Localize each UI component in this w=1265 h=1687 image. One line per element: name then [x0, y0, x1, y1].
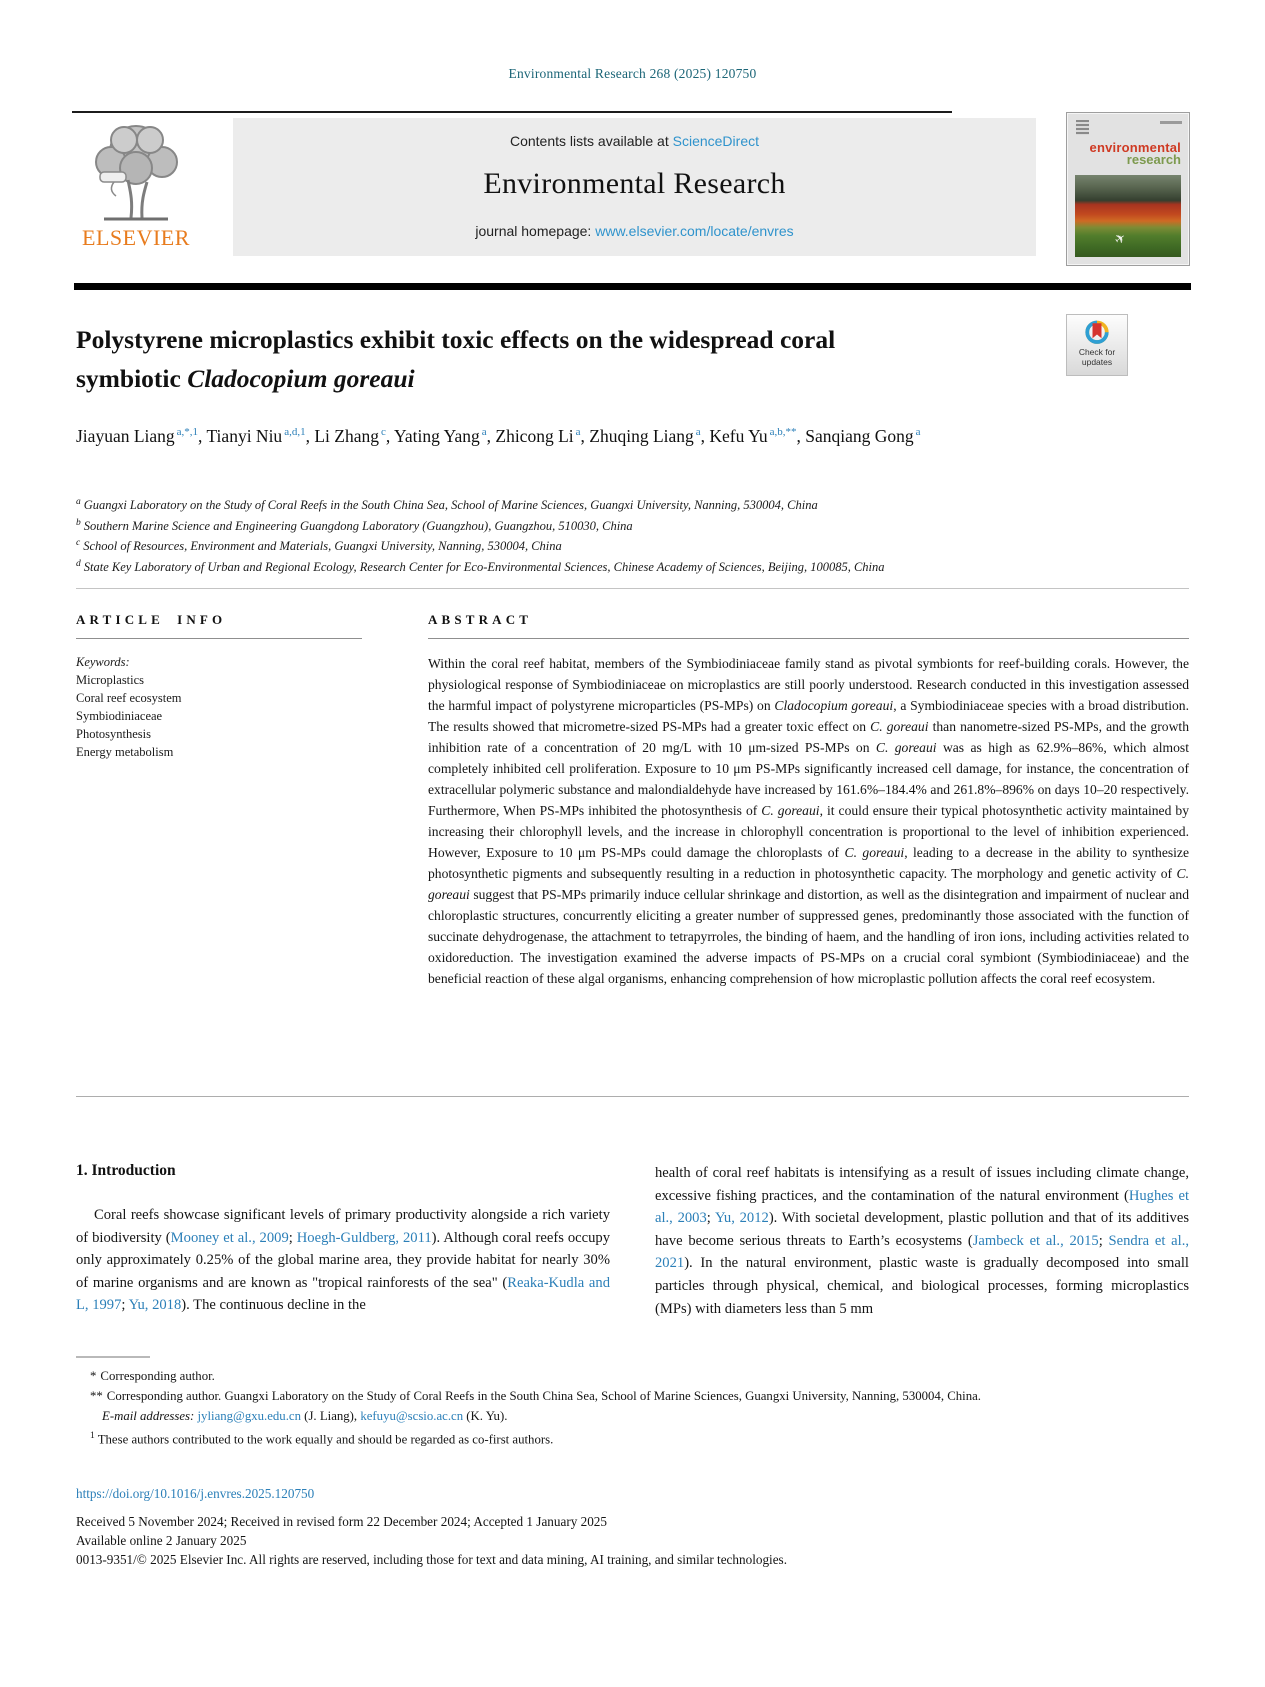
- article-title: [76, 320, 946, 398]
- text-span: (K. Yu).: [463, 1409, 508, 1423]
- doi-link[interactable]: https://doi.org/10.1016/j.envres.2025.120750: [76, 1486, 315, 1501]
- intro-paragraph-left: [76, 1204, 610, 1317]
- cover-photo: [1075, 175, 1181, 257]
- text-span: Within the coral reef habitat, members of the Symbiodiniaceae family stand as pivotal symbionts for reef-building corals. However, the physiological response of Symbiodiniaceae on microplastics are still poorly understood. Research conducted in this investigation assessed the harmful impact of polystyrene microparticles (PS-MPs) on: [428, 656, 1189, 713]
- abstract-text: [428, 653, 1189, 989]
- elsevier-tree-icon: [84, 118, 188, 230]
- text-span: ;: [288, 1229, 297, 1246]
- affiliation-item: $^b$ Southern Marine Science and Engineering Guangdong Laboratory (Guangzhou), Guangzhou, 510030, China: [76, 517, 633, 533]
- cover-brand: [1067, 141, 1189, 166]
- cover-volume-mark: [1160, 121, 1182, 124]
- elsevier-logo[interactable]: [72, 118, 200, 258]
- author-name: Zhuqing Liang: [589, 425, 694, 446]
- homepage-link[interactable]: www.elsevier.com/locate/envres: [595, 223, 794, 239]
- author-name: Tianyi Niu: [206, 425, 283, 446]
- footer-block: [76, 1484, 1189, 1569]
- article-info-panel: [76, 612, 368, 761]
- copyright-line: 0013-9351/© 2025 Elsevier Inc. All rights are reserved, including those for text and data mining, AI training, and similar technologies.: [76, 1552, 787, 1567]
- text-span: was as high as 62.9%–86%, which almost completely inhibited cell proliferation. Exposure to 10 μm PS-MPs significantly increased cell damage, for instance, the concentration of extracellular polymeric substance and malondialdehyde have increased by 161.6%–184.4% and 261.8%–896% on days 10–20 respectively. Furthermore, When PS-MPs inhibited the photosynthesis of: [428, 740, 1189, 818]
- text-span: (J. Liang),: [300, 1409, 361, 1423]
- available-online: Available online 2 January 2025: [76, 1533, 247, 1548]
- homepage-line: [233, 223, 1036, 239]
- author-affiliation-marker[interactable]: a,b,**: [769, 426, 797, 438]
- homepage-prefix: journal homepage:: [475, 223, 596, 239]
- journal-cover-thumbnail[interactable]: [1066, 112, 1190, 266]
- sciencedirect-link[interactable]: ScienceDirect: [672, 133, 759, 149]
- header-divider-bar: [74, 283, 1191, 290]
- cover-mini-logo-icon: [1076, 120, 1089, 135]
- affiliation-list: [76, 494, 1096, 577]
- text-span: Polystyrene microplastics exhibit toxic effects on the widespread coral symbiotic: [76, 325, 836, 393]
- affiliation-item: $^a$ Guangxi Laboratory on the Study of Coral Reefs in the South China Sea, School of Marine Sciences, Guangxi University, Nanning, 530004, China: [76, 497, 818, 513]
- citation-link[interactable]: Mooney et al., 2009: [170, 1229, 289, 1246]
- author-affiliation-marker[interactable]: a,d,1: [284, 426, 306, 438]
- text-span: than nanometre-sized PS-MPs, and the growth inhibition rate of a concentration of 20 mg/L with 10 μm-sized PS-MPs on: [428, 719, 1189, 755]
- intro-column-left: [76, 1162, 610, 1317]
- author-affiliation-marker[interactable]: a: [915, 426, 921, 438]
- affiliation-item: $^d$ State Key Laboratory of Urban and Regional Ecology, Research Center for Eco-Environmental Sciences, Chinese Academy of Sciences, Beijing, 100085, China: [76, 558, 885, 575]
- elsevier-wordmark: ELSEVIER: [82, 225, 190, 250]
- species-name: C. goreaui: [761, 803, 820, 818]
- citation-link[interactable]: Hughes et al., 2003: [655, 1187, 1189, 1227]
- article-info-rule: [76, 638, 362, 639]
- keyword-item: Coral reef ecosystem: [76, 691, 182, 705]
- footnote-block: [76, 1366, 1189, 1449]
- cover-brand-research: research: [1126, 152, 1181, 167]
- text-span: health of coral reef habitats is intensifying as a result of issues including climate change, excessive fishing practices, and the contamination of the natural environment (: [655, 1165, 1189, 1204]
- received-dates: Received 5 November 2024; Received in revised form 22 December 2024; Accepted 1 January 2025: [76, 1514, 607, 1529]
- author-list: Jiayuan Liang $^{a,*,1}$, Tianyi Niu $^{a,d,1}$, Li Zhang $^c$, Yating Yang $^a$, Zhicong Li $^a$, Zhuqing Liang $^a$, Kefu Yu $^{a,b,**}$, Sanqiang Gong $^a$: [76, 425, 921, 446]
- text-span: ). With societal development, plastic pollution and that of its additives have become serious threats to Earth’s ecosystems (: [655, 1210, 1189, 1249]
- journal-header-box: [233, 118, 1036, 256]
- species-name: C. goreaui: [844, 845, 905, 860]
- check-for-updates-icon: [1082, 318, 1112, 348]
- text-span: ). The continuous decline in the: [181, 1297, 366, 1314]
- author-affiliation-marker[interactable]: a: [695, 426, 701, 438]
- text-span: ;: [121, 1297, 129, 1314]
- article-info-heading: ARTICLE INFO: [76, 612, 227, 627]
- intro-paragraph-right: [655, 1162, 1189, 1320]
- journal-title: Environmental Research: [483, 167, 786, 200]
- keyword-item: Microplastics: [76, 673, 145, 687]
- species-name: C. goreaui: [870, 719, 929, 734]
- text-span: ;: [706, 1210, 716, 1227]
- email-link[interactable]: jyliang@gxu.edu.cn: [197, 1409, 301, 1423]
- author-affiliation-marker[interactable]: c: [380, 426, 386, 438]
- species-name: Cladocopium goreaui: [187, 364, 415, 393]
- contents-prefix: Contents lists available at: [509, 133, 673, 149]
- author-name: Kefu Yu: [709, 425, 768, 446]
- contents-line: [233, 133, 1036, 149]
- text-span: Coral reefs showcase significant levels of primary productivity alongside a rich variety of biodiversity (: [76, 1207, 610, 1246]
- cover-brand-environmental: environmental: [1089, 140, 1181, 155]
- author-affiliation-marker[interactable]: a: [575, 426, 581, 438]
- email-label: E-mail addresses:: [102, 1409, 195, 1423]
- author-affiliation-marker[interactable]: a: [481, 426, 487, 438]
- citation-link[interactable]: Sendra et al., 2021: [655, 1232, 1189, 1272]
- citation-link[interactable]: Yu, 2012: [715, 1210, 769, 1227]
- citation-link[interactable]: Yu, 2018: [128, 1297, 182, 1314]
- text-span: , it could ensure their typical photosynthetic activity maintained by increasing their chlorophyll levels, and the increase in chlorophyll concentration is proportional to the level of inhibition experienced. However, Exposure to 10 μm PS-MPs could damage the chloroplasts of: [428, 803, 1189, 860]
- keyword-item: Energy metabolism: [76, 745, 174, 759]
- footnote-rule: [76, 1356, 150, 1358]
- text-span: suggest that PS-MPs primarily induce cellular shrinkage and distortion, as well as the disintegration and impairment of nuclear and chloroplastic structures, concurrently eliciting a greater number of suppressed genes, predominantly those associated with the function of succinate dehydrogenase, the attachment to tetrapyrroles, the binding of haem, and the handling of iron ions, including activities related to oxidoreduction. The investigation examined the adverse impacts of PS-MPs on a crucial coral symbiont (Symbiodiniaceae) and the beneficial reaction of these algal organisms, enhancing comprehension of how microplastic pollution affects the coral reef ecosystem.: [428, 887, 1189, 986]
- keyword-item: Photosynthesis: [76, 727, 152, 741]
- email-link[interactable]: kefuyu@scsio.ac.cn: [360, 1409, 464, 1423]
- citation-link[interactable]: Jambeck et al., 2015: [972, 1232, 1099, 1249]
- header-top-rule: [72, 111, 952, 113]
- section-top-rule: [76, 588, 1189, 589]
- section-heading-introduction: 1. Introduction: [76, 1162, 176, 1179]
- footnote-corresponding: * Corresponding author.: [90, 1369, 215, 1383]
- author-name: Sanqiang Gong: [805, 425, 914, 446]
- check-for-updates-label: Check for updates: [1078, 347, 1116, 367]
- footnote-cofirst: $^1$ These authors contributed to the work equally and should be regarded as co-first authors.: [90, 1431, 554, 1447]
- abstract-heading: ABSTRACT: [428, 612, 533, 627]
- author-name: Yating Yang: [393, 425, 480, 446]
- text-span: , leading to a decrease in the ability to synthesize photosynthetic pigments and subsequently resulting in a reduction in photosynthetic capacity. The morphology and genetic activity of: [428, 845, 1190, 881]
- species-name: C. goreaui: [875, 740, 937, 755]
- check-for-updates-badge[interactable]: [1066, 314, 1128, 376]
- text-span: , a Symbiodiniaceae species with a broad distribution. The results showed that micrometre-sized PS-MPs had a greater toxic effect on: [428, 698, 1189, 734]
- affiliation-item: $^c$ School of Resources, Environment and Materials, Guangxi University, Nanning, 530004, China: [76, 538, 562, 554]
- footnote-email: [76, 1406, 1189, 1426]
- author-affiliation-marker[interactable]: a,*,1: [176, 426, 199, 438]
- abstract-bottom-rule: [76, 1096, 1189, 1097]
- species-name: Cladocopium goreaui: [774, 698, 894, 713]
- abstract-rule: [428, 638, 1189, 639]
- species-name: C. goreaui: [428, 866, 1189, 902]
- keyword-list: [76, 671, 368, 761]
- author-name: Li Zhang: [314, 425, 379, 446]
- keywords-label: Keywords:: [76, 655, 130, 669]
- author-name: Zhicong Li: [495, 425, 574, 446]
- citation-link[interactable]: Hoegh-Guldberg, 2011: [296, 1229, 432, 1246]
- intro-column-right: [655, 1162, 1189, 1320]
- text-span: ). In the natural environment, plastic waste is gradually decomposed into small particles through physical, chemical, and biological processes, forming microplastics (MPs) with diameters less than 5 mm: [655, 1255, 1189, 1317]
- author-name: Jiayuan Liang: [76, 425, 175, 446]
- journal-citation: Environmental Research 268 (2025) 120750: [508, 66, 757, 81]
- citation-link[interactable]: Reaka-Kudla and L, 1997: [76, 1274, 611, 1314]
- text-span: ). Although coral reefs occupy only approximately 0.25% of the global marine area, they provide habitat for nearly 30% of marine organisms and are known as "tropical rainforests of the sea" (: [76, 1229, 610, 1291]
- abstract-panel: [428, 612, 1189, 989]
- keyword-item: Symbiodiniaceae: [76, 709, 163, 723]
- footnote-corresponding-2: ** Corresponding author. Guangxi Laboratory on the Study of Coral Reefs in the South China Sea, School of Marine Sciences, Guangxi University, Nanning, 530004, China.: [90, 1389, 981, 1403]
- text-span: ;: [1098, 1232, 1109, 1249]
